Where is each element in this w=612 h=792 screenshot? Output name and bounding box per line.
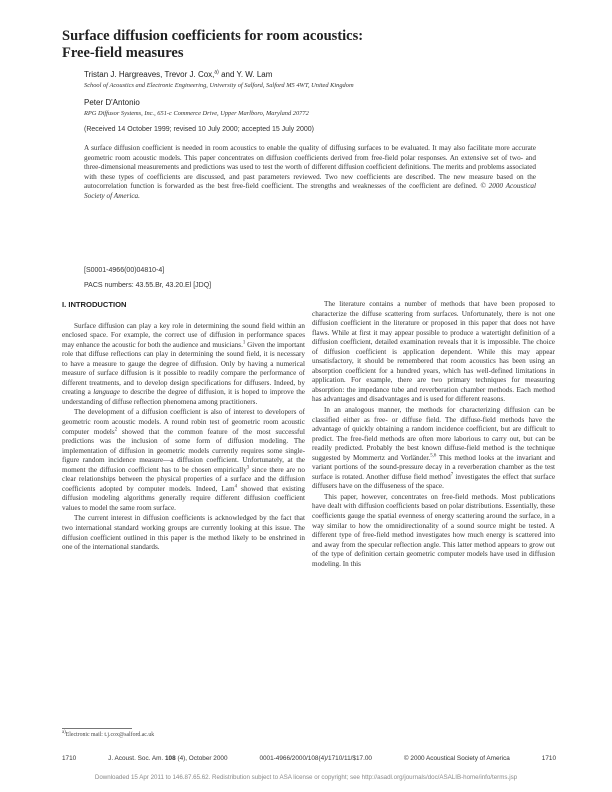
- footer-journal: J. Acoust. Soc. Am. 108 (4), October 2000: [108, 755, 228, 762]
- footnote-divider: [62, 728, 132, 729]
- citation-4[interactable]: 4: [234, 484, 237, 490]
- intro-paragraph-1: Surface diffusion can play a key role in determining the sound field within an enclosed space. For example, the correct use of diffusion in performance spaces may enhance the acoustic for both the audience and musicians.$^1$ Given the important role that diffuse reflections can play in determining the sound field, it is necessary to have a measure to gauge the degree of diffusion. Only by having a numerical measure of surface diffusion is it possible to readily compare the performance of different treatments, and to develop design specifications for diffusers. Indeed, by creating a language to describe the degree of diffusion, it is hoped to improve the understanding of diffuse reflection phenomena among practitioners.: [62, 321, 305, 406]
- paper-title-line2: Free-field measures: [62, 45, 184, 61]
- received-dates: (Received 14 October 1999; revised 10 July 2000; accepted 15 July 2000): [84, 126, 314, 133]
- right-column: [312, 300, 555, 569]
- download-notice: Downloaded 15 Apr 2011 to 146.87.65.62. Redistribution subject to ASA license or copyright; see http://asadl.org/journals/doc/ASALIB-home/info/terms.jsp: [94, 774, 518, 781]
- citation-7[interactable]: 7: [450, 472, 454, 478]
- author-list: [84, 70, 554, 79]
- abstract-text: A surface diffusion coefficient is needed in room acoustics to enable the quality of diffusing surfaces to be evaluated. It may also facilitate more accurate geometric room acoustic models. This paper concentrates on diffusion coefficients derived from free-field polar responses. An extensive set of two- and three-dimensional measurements and predictions was used to test the worth of different diffusion coefficient definitions. The merits and problems associated with these types of coefficients are discussed, and past parameters reviewed. Two new coefficients are described. The new measure based on the autocorrelation function is forwarded as the best free-field coefficient. The strengths and weaknesses of the coefficient are defined.: [84, 144, 536, 191]
- citation-5-6[interactable]: 5,6: [430, 453, 437, 459]
- citation-2[interactable]: 2: [114, 427, 118, 433]
- affiliation-salford: School of Acoustics and Electronic Engineering, University of Salford, Salford M5 4WT, United Kingdom: [84, 82, 354, 89]
- footer-page-number-right: 1710: [541, 755, 556, 762]
- pacs-numbers: PACS numbers: 43.55.Br, 43.20.El [JDQ]: [84, 282, 212, 289]
- authors-rest: and Y. W. Lam: [218, 70, 273, 79]
- citation-1[interactable]: 1: [242, 340, 246, 346]
- right-paragraph-2: In an analogous manner, the methods for characterizing diffusion can be classified either as free- or diffuse field. The diffuse-field methods have the advantage of quickly obtaining a random incidence coefficient, but are difficult to predict. The free-field methods are often more laborious to carry out, but can be readily predicted. Probably the best known diffuse-field method is the technique suggested by Mommertz and Vorländer.$^{5,6}$ This method looks at the invariant and variant portions of the sound-pressure decay in a reverberation chamber as the test surface is rotated. Another diffuse field method$^7$ investigates the effect that surface diffusers have on the diffuseness of the space.: [312, 406, 556, 491]
- paper-title: [62, 28, 562, 62]
- right-paragraph-1: The literature contains a number of methods that have been proposed to characterize the diffuse scattering from surfaces. Unfortunately, there is not one diffusion coefficient in the literature or proposed in this paper that does not have flaws. While at first it may appear possible to produce a watertight definition of a diffusion coefficient, detailed examination reveals that it is impossible. The choice of diffusion coefficient is application dependent. While this may appear unsatisfactory, it should be remembered that room acoustics has been using an absorption coefficient for a hundred years, which has well-defined limitations in application. For example, there are two primary techniques for measuring absorption: the impedance tube and reverberation chamber methods. Each method has advantages and disadvantages and is used for different reasons.: [312, 300, 555, 404]
- emphasis-language: language: [93, 388, 120, 397]
- footer-copyright: © 2000 Acoustical Society of America: [403, 755, 510, 762]
- citation-3[interactable]: 3: [246, 465, 250, 471]
- left-column: [62, 300, 305, 553]
- section-heading-introduction: I. INTRODUCTION: [62, 300, 127, 309]
- affiliation-rpg: RPG Diffusor Systems, Inc., 651-c Commerce Drive, Upper Marlboro, Maryland 20772: [84, 110, 309, 117]
- authors-first: Tristan J. Hargreaves, Trevor J. Cox,: [84, 70, 215, 79]
- footer-page-number-left: 1710: [62, 755, 77, 762]
- author-footnote-mark: a): [214, 69, 219, 76]
- doi-code: [S0001-4966(00)04810-4]: [84, 267, 165, 274]
- intro-paragraph-3: The current interest in diffusion coefficients is acknowledged by the fact that two international standard working groups are currently looking at this issue. The diffusion coefficient outlined in this paper is the method likely to be enshrined in one of the international standards.: [62, 514, 305, 552]
- author-dantonio: Peter D'Antonio: [84, 98, 140, 107]
- abstract-copyright: © 2000 Acoustical Society of America.: [84, 182, 537, 200]
- paper-title-line1: Surface diffusion coefficients for room acoustics:: [62, 28, 364, 44]
- footnote-email[interactable]: Electronic mail: t.j.cox@salford.ac.uk: [65, 732, 155, 738]
- footer-codes: 0001-4966/2000/108(4)/1710/11/$17.00: [259, 755, 372, 762]
- footnote-label: a): [62, 730, 66, 736]
- intro-paragraph-2: The development of a diffusion coefficient is also of interest to developers of geometric room acoustic models. A round robin test of geometric room acoustic computer models$^2$ showed that the common feature of the most successful predictions was the inclusion of some form of diffusion modeling. The implementation of diffusion in geometric models currently requires some single-figure random incidence measure—a diffusion coefficient. Unfortunately, at the moment the diffusion coefficient has to be chosen empirically$^3$ since there are no clear relationships between the physical properties of a surface and the diffusion coefficients adopted by computer models. Indeed, Lam$^4$ showed that existing diffusion modeling algorithms generally require different diffusion coefficient values to model the same room surface.: [62, 408, 306, 512]
- right-paragraph-3: This paper, however, concentrates on free-field methods. Most publications have dealt with diffusion coefficients based on polar distributions. Essentially, these coefficients gauge the spatial evenness of energy scattering around the surface, in a way similar to how the omnidirectionality of a sound source might be tested. A different type of free-field method investigates how much energy is scattered into and away from the specular reflection angle. This latter method appears to grow out of the type of definition certain geometric computer models have used in diffusion modeling. In this: [312, 492, 555, 568]
- page-footer: [62, 755, 556, 762]
- abstract: [84, 144, 536, 202]
- footnote: [62, 732, 154, 738]
